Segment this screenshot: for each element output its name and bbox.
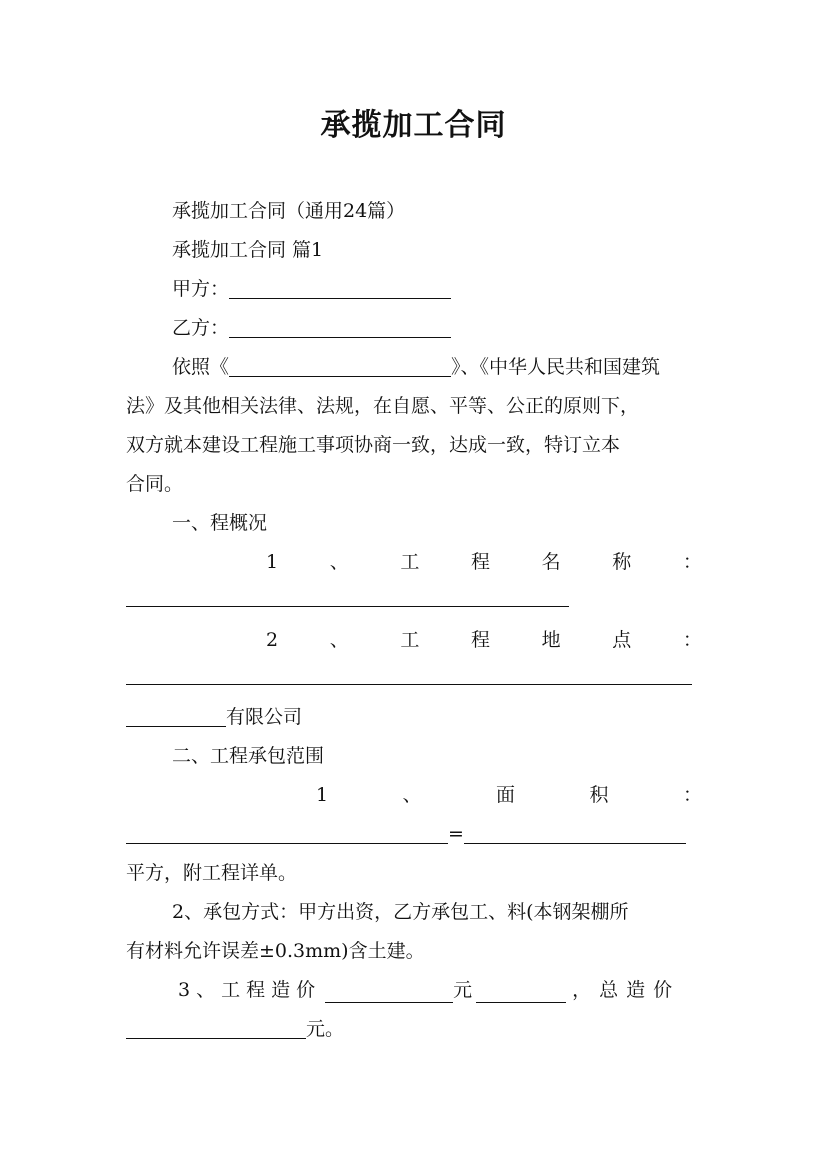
basis-mid: 》、《中华人民共和国建筑 (451, 356, 661, 378)
char: ： (682, 551, 702, 573)
basis-prefix: 依照《 (172, 356, 230, 378)
basis-line-2: 法》及其他相关法律、法规，在自愿、平等、公正的原则下， (126, 395, 640, 417)
part-heading: 承揽加工合同 篇1 (172, 239, 324, 261)
char: 程 (471, 551, 491, 573)
basis-line-3: 双方就本建设工程施工事项协商一致，达成一致，特订立本 (126, 434, 621, 456)
char: 点 (612, 629, 632, 651)
char: 地 (541, 629, 561, 651)
project-name-blank (126, 606, 569, 607)
company-blank (126, 706, 226, 727)
cost-yuan: 元 (453, 979, 473, 1001)
area-blank-1 (126, 823, 448, 844)
document-title: 承揽加工合同 (320, 108, 507, 143)
cost-blank-1 (325, 982, 453, 1003)
cost-line (126, 977, 702, 1003)
cost-blank-2 (476, 982, 566, 1003)
party-a-line (126, 276, 748, 302)
char: 、 (329, 629, 349, 651)
cost-total-line (126, 1016, 702, 1042)
char: ： (682, 629, 702, 651)
char: 工 (400, 551, 420, 573)
party-a-blank (229, 278, 451, 299)
char: 名 (541, 551, 561, 573)
mode-line-1: 2、承包方式：甲方出资，乙方承包工、料(本钢架棚所 (172, 901, 629, 923)
basis-line-4: 合同。 (126, 473, 184, 495)
cost-end: 元。 (306, 1018, 345, 1040)
party-b-line (126, 315, 748, 341)
area-formula-line (126, 821, 702, 847)
section-1-heading: 一、程概况 (172, 512, 268, 534)
law-name-blank (229, 356, 451, 377)
project-site-line (126, 627, 702, 653)
area-suffix-line: 平方，附工程详单。 (126, 862, 298, 884)
party-b-blank (229, 317, 451, 338)
equals-sign: = (448, 823, 464, 845)
cost-prefix: 3、工程造价 (178, 979, 322, 1001)
area-blank-2 (464, 823, 686, 844)
char: 2 (266, 629, 279, 651)
char: 、 (402, 784, 422, 806)
section-2-heading: 二、工程承包范围 (172, 745, 325, 767)
party-b-label: 乙方： (172, 317, 230, 339)
basis-line-1 (126, 354, 748, 380)
total-cost-blank (126, 1018, 306, 1039)
char: 称 (612, 551, 632, 573)
mode-line-2: 有材料允许误差±0.3mm)含土建。 (126, 940, 425, 962)
char: 积 (589, 784, 609, 806)
company-suffix: 有限公司 (226, 706, 303, 728)
subtitle-line: 承揽加工合同（通用24篇） (172, 200, 406, 222)
project-name-line (126, 549, 702, 575)
area-line (126, 782, 702, 808)
char: 工 (400, 629, 420, 651)
char: 面 (496, 784, 516, 806)
project-site-blank (126, 684, 692, 685)
char: 程 (471, 629, 491, 651)
party-a-label: 甲方： (172, 278, 230, 300)
char: 、 (329, 551, 349, 573)
char: ： (682, 784, 702, 806)
char: 1 (266, 551, 279, 573)
company-line (126, 704, 702, 730)
cost-total: ，总造价 (572, 979, 681, 1001)
char: 1 (316, 784, 329, 806)
